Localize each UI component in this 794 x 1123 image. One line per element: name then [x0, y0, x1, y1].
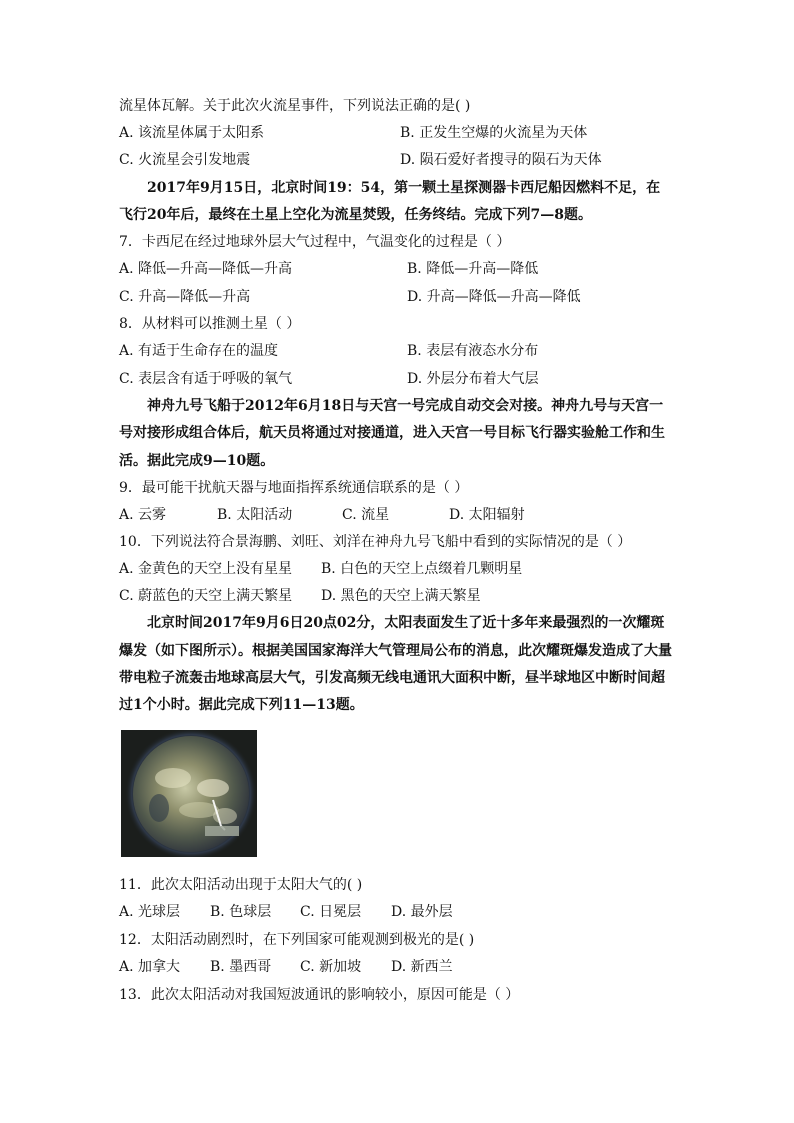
question-10-stem: 10．下列说法符合景海鹏、刘旺、刘洋在神舟九号飞船中看到的实际情况的是（ ） — [119, 534, 632, 550]
q11-option-c: C. 日冕层 — [300, 904, 362, 920]
q8-option-b: B. 表层有液态水分布 — [407, 343, 539, 359]
q10-option-a: A. 金黄色的天空上没有星星 — [119, 561, 293, 577]
q6-option-a: A. 该流星体属于太阳系 — [119, 125, 265, 141]
passage-3-line-4: 过1个小时。据此完成下列11—13题。 — [119, 697, 364, 713]
q11-option-b: B. 色球层 — [210, 904, 272, 920]
q7-option-d: D. 升高—降低—升高—降低 — [407, 289, 581, 305]
question-6-stem: 流星体瓦解。关于此次火流星事件，下列说法正确的是( ) — [119, 98, 471, 114]
question-12-stem: 12．太阳活动剧烈时，在下列国家可能观测到极光的是( ) — [119, 932, 475, 948]
q10-option-d: D. 黑色的天空上满天繁星 — [321, 588, 481, 604]
question-7-stem: 7．卡西尼在经过地球外层大气过程中，气温变化的过程是（ ） — [119, 234, 511, 250]
q7-option-b: B. 降低—升高—降低 — [407, 261, 539, 277]
q9-option-c: C. 流星 — [342, 507, 390, 523]
q11-option-d: D. 最外层 — [391, 904, 453, 920]
question-11-stem: 11．此次太阳活动出现于太阳大气的( ) — [119, 877, 363, 893]
sun-image-graphic — [121, 730, 257, 857]
question-8-stem: 8．从材料可以推测土星（ ） — [119, 316, 301, 332]
q8-option-d: D. 外层分布着大气层 — [407, 371, 539, 387]
passage-3-line-1: 北京时间2017年9月6日20点02分，太阳表面发生了近十多年来最强烈的一次耀斑 — [147, 615, 665, 631]
q12-option-a: A. 加拿大 — [119, 959, 181, 975]
passage-2-line-3: 活。据此完成9—10题。 — [119, 453, 275, 469]
passage-3-line-3: 带电粒子流轰击地球高层大气，引发高频无线电通讯大面积中断，昼半球地区中断时间超 — [119, 670, 665, 686]
passage-3-line-2: 爆发（如下图所示）。根据美国国家海洋大气管理局公布的消息，此次耀斑爆发造成了大量 — [119, 643, 672, 659]
q10-option-c: C. 蔚蓝色的天空上满天繁星 — [119, 588, 293, 604]
q9-option-b: B. 太阳活动 — [217, 507, 293, 523]
q9-option-d: D. 太阳辐射 — [449, 507, 525, 523]
q8-option-c: C. 表层含有适于呼吸的氧气 — [119, 371, 293, 387]
q9-option-a: A. 云雾 — [119, 507, 167, 523]
q6-option-c: C. 火流星会引发地震 — [119, 152, 251, 168]
passage-2-line-2: 号对接形成组合体后，航天员将通过对接通道，进入天宫一号目标飞行器实验舱工作和生 — [119, 425, 665, 441]
q12-option-c: C. 新加坡 — [300, 959, 362, 975]
solar-flare-image — [121, 730, 257, 857]
q8-option-a: A. 有适于生命存在的温度 — [119, 343, 279, 359]
q10-option-b: B. 白色的天空上点缀着几颗明星 — [321, 561, 523, 577]
passage-2-line-1: 神舟九号飞船于2012年6月18日与天宫一号完成自动交会对接。神舟九号与天宫一 — [147, 398, 664, 414]
q7-option-a: A. 降低—升高—降低—升高 — [119, 261, 293, 277]
passage-1-line-2: 飞行20年后，最终在土星上空化为流星焚毁，任务终结。完成下列7—8题。 — [119, 207, 592, 223]
passage-1-line-1: 2017年9月15日，北京时间19：54，第一颗土星探测器卡西尼船因燃料不足，在 — [147, 180, 661, 196]
q6-option-b: B. 正发生空爆的火流星为天体 — [400, 125, 588, 141]
q12-option-b: B. 墨西哥 — [210, 959, 272, 975]
q12-option-d: D. 新西兰 — [391, 959, 453, 975]
q6-option-d: D. 陨石爱好者搜寻的陨石为天体 — [400, 152, 602, 168]
question-13-stem: 13．此次太阳活动对我国短波通讯的影响较小，原因可能是（ ） — [119, 987, 520, 1003]
question-9-stem: 9．最可能干扰航天器与地面指挥系统通信联系的是（ ） — [119, 480, 469, 496]
q7-option-c: C. 升高—降低—升高 — [119, 289, 251, 305]
q11-option-a: A. 光球层 — [119, 904, 181, 920]
